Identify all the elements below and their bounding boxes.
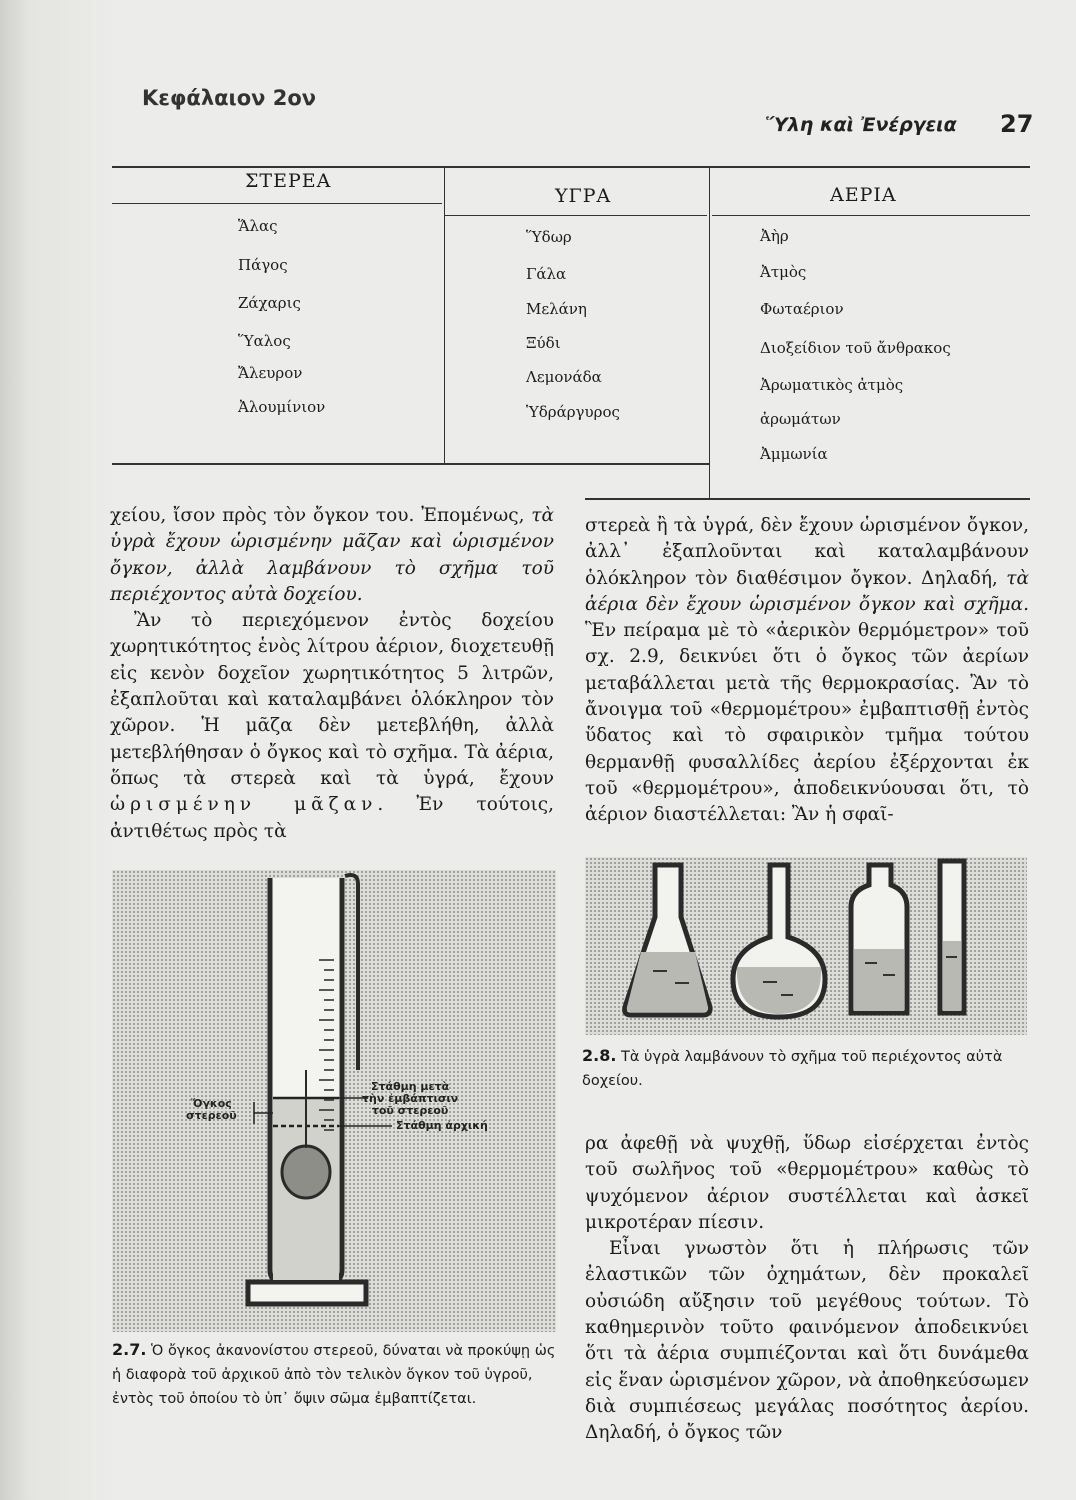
section-heading: Ὕλη καὶ Ἐνέργεια [765,114,957,136]
table-cell-solid: Πάγος [238,256,288,274]
right-paragraph-3: Εἶναι γνωστὸν ὅτι ἡ πλήρωσις τῶν ἐλαστικῶν τῶν ὀχημάτων, δὲν προκαλεῖ οὐσιώδη αὔξησιν τοῦ μεγέθους τούτων. Τὸ καθημερινὸν τοῦτο φαινόμενον ἀποδεικνύει ὅτι τὰ ἀέρια συμπιέζονται καὶ ὅτι δυνάμεθα εἰς ἕναν ὡρισμένον χῶρον, νὰ ἀποθηκεύσωμεν διὰ συμπιέσεως μεγάλας ποσότητος ἀερίου. Δηλαδή, ὁ ὄγκος τῶν [585,1238,1029,1444]
left-column-text [110,503,554,845]
table-cell-liquid: Ὕδωρ [526,228,572,246]
chapter-heading: Κεφάλαιον 2ον [142,86,317,110]
table-cell-gas: Διοξείδιον τοῦ ἄνθρακος [760,339,951,357]
table-header-liquids: ΥΓΡΑ [555,185,612,207]
table-cell-solid: Ἄλευρον [238,364,303,382]
figure-2-7-box [112,870,556,1332]
left-paragraph-2: Ἂν τὸ περιεχόμενον ἐντὸς δοχείου χωρητικότητος ἑνὸς λίτρου ἀέριον, διοχετευθῇ εἰς κενὸν δοχεῖον χωρητικότητος 5 λιτρῶν, ἐξαπλοῦται καὶ καταλαμβάνει ὁλόκληρον τὸν χῶρον. Ἡ μᾶζα δὲν μετεβλήθη, ἀλλὰ μετεβλήθησαν ὁ ὄγκος καὶ τὸ σχῆμα. Τὰ ἀέρια, ὅπως τὰ στερεὰ καὶ τὰ ὑγρά, ἔχουν [110,610,554,789]
left-paragraph-2-end: . Ἐν τούτοις, ἀντιθέτως πρὸς τὰ [110,794,554,842]
table-cell-liquid: Μελάνη [526,300,587,318]
right-paragraph-1-emphasis: τὰ ἀέρια δὲν ἔχουν ὡρισμένον ὄγκον καὶ σχῆμα. [585,567,1029,615]
left-paragraph-1: χείου, ἴσον πρὸς τὸν ὄγκον του. Ἐπομένως, [110,505,532,526]
label-solid-volume-line-1: Ὄγκος [190,1097,232,1110]
table-cell-solid: Ζάχαρις [238,294,301,312]
figure-2-8-number: 2.8. [582,1046,617,1065]
table-bottom-rule-left [112,463,709,465]
figure-2-7-caption-text: Ὁ ὄγκος ἀκανονίστου στερεοῦ, δύναται νὰ προκύψῃ ὡς ἡ διαφορὰ τοῦ ἀρχικοῦ ἀπὸ τὸν τελικὸν ὄγκον τοῦ ὑγροῦ, ἐντὸς τοῦ ὁποίου τὸ ὑπ᾽ ὄψιν σῶμα ἐμβαπτίζεται. [112,1343,556,1407]
label-level-after-line-1: Στάθμη μετὰ [370,1080,450,1093]
table-cell-gas: Ἀρωματικὸς ἀτμὸς [760,376,904,394]
table-divider-2 [709,166,710,500]
table-bottom-rule-right [585,498,1030,500]
figure-2-8-caption [582,1044,1026,1093]
table-cell-gas: Φωταέριον [760,300,844,318]
table-header-rule-left [112,203,442,204]
left-paragraph-1-emphasis: τὰ ὑγρὰ ἔχουν ὡρισμένην μᾶζαν καὶ ὡρισμένον ὄγκον, ἀλλὰ λαμβάνουν τὸ σχῆμα τοῦ περιέχοντος αὐτὰ δοχείου. [110,505,554,605]
table-top-rule [112,166,1030,168]
label-initial-level: Στάθμη ἀρχική [396,1119,488,1132]
table-cell-solid: Ἅλας [238,217,278,235]
table-cell-solid: Ὕαλος [238,332,291,350]
label-level-after-immersion [362,1081,458,1117]
table-cell-gas: Ἀμμωνία [760,445,828,463]
figure-2-8-caption-text: Τὰ ὑγρὰ λαμβάνουν τὸ σχῆμα τοῦ περιέχοντος αὐτὰ δοχείου. [582,1049,1003,1089]
label-solid-volume [186,1098,237,1122]
left-paragraph-2-spaced: ὡρισμένην μᾶζαν [110,794,378,816]
right-column-text-top [585,513,1029,829]
table-cell-gas: ἀρωμάτων [760,410,841,428]
table-cell-gas: Ἀὴρ [760,227,789,245]
table-cell-gas: Ἀτμὸς [760,263,807,281]
graduated-cylinder-illustration [112,870,556,1332]
figure-2-7-caption [112,1338,556,1411]
right-paragraph-2: ρα ἀφεθῇ νὰ ψυχθῇ, ὕδωρ εἰσέρχεται ἐντὸς τοῦ σωλῆνος τοῦ «θερμομέτρου» καθὼς τὸ ψυχόμενον ἀέριον συστέλλεται καὶ ἀσκεῖ μικροτέραν πίεσιν. [585,1133,1029,1233]
label-level-after-line-3: τοῦ στερεοῦ [371,1104,449,1117]
label-level-after-line-2: τὴν ἐμβάπτισιν [362,1092,459,1105]
right-paragraph-1-end: Ἓν πείραμα μὲ τὸ «ἀερικὸν θερμόμετρον» τοῦ σχ. 2.9, δεικνύει ὅτι ὁ ὄγκος τῶν ἀερίων μεταβάλλεται μετὰ τῆς θερμοκρασίας. Ἂν τὸ ἄνοιγμα τοῦ «θερμομέτρου» ἐμβαπτισθῇ ἐντὸς ὕδατος καὶ τὸ σφαιρικὸν τμῆμα τούτου θερμανθῇ φυσαλλίδες ἀερίου ἐξέρχονται ἐκ τοῦ «θερμομέτρου», ἀποδεικνύουσαι ὅτι, τὸ ἀέριον διαστέλλεται: Ἂν ἡ σφαῖ- [585,620,1029,826]
table-cell-liquid: Γάλα [526,265,567,283]
page-number: 27 [1000,110,1034,138]
table-cell-liquid: Ξύδι [526,334,561,352]
table-divider-1 [444,166,445,464]
figure-2-7-number: 2.7. [112,1340,147,1359]
table-header-rule-right [712,215,1030,216]
right-column-text-bottom [585,1131,1029,1447]
table-header-solids: ΣΤΕΡΕΑ [245,170,332,192]
table-header-rule-mid [445,215,707,216]
flasks-illustration [585,857,1027,1035]
table-cell-liquid: Ὑδράργυρος [526,403,620,421]
label-solid-volume-line-2: στερεοῦ [186,1109,237,1122]
table-cell-solid: Ἀλουμίνιον [238,398,326,416]
table-header-gases: ΑΕΡΙΑ [830,184,897,206]
table-cell-liquid: Λεμονάδα [526,368,602,386]
figure-2-8-box [585,857,1027,1035]
right-paragraph-1: στερεὰ ἢ τὰ ὑγρά, δὲν ἔχουν ὡρισμένον ὄγκον, ἀλλ᾽ ἐξαπλοῦνται καὶ καταλαμβάνουν ὁλόκληρον τὸν διαθέσιμον ὄγκον. Δηλαδή, [585,515,1029,589]
